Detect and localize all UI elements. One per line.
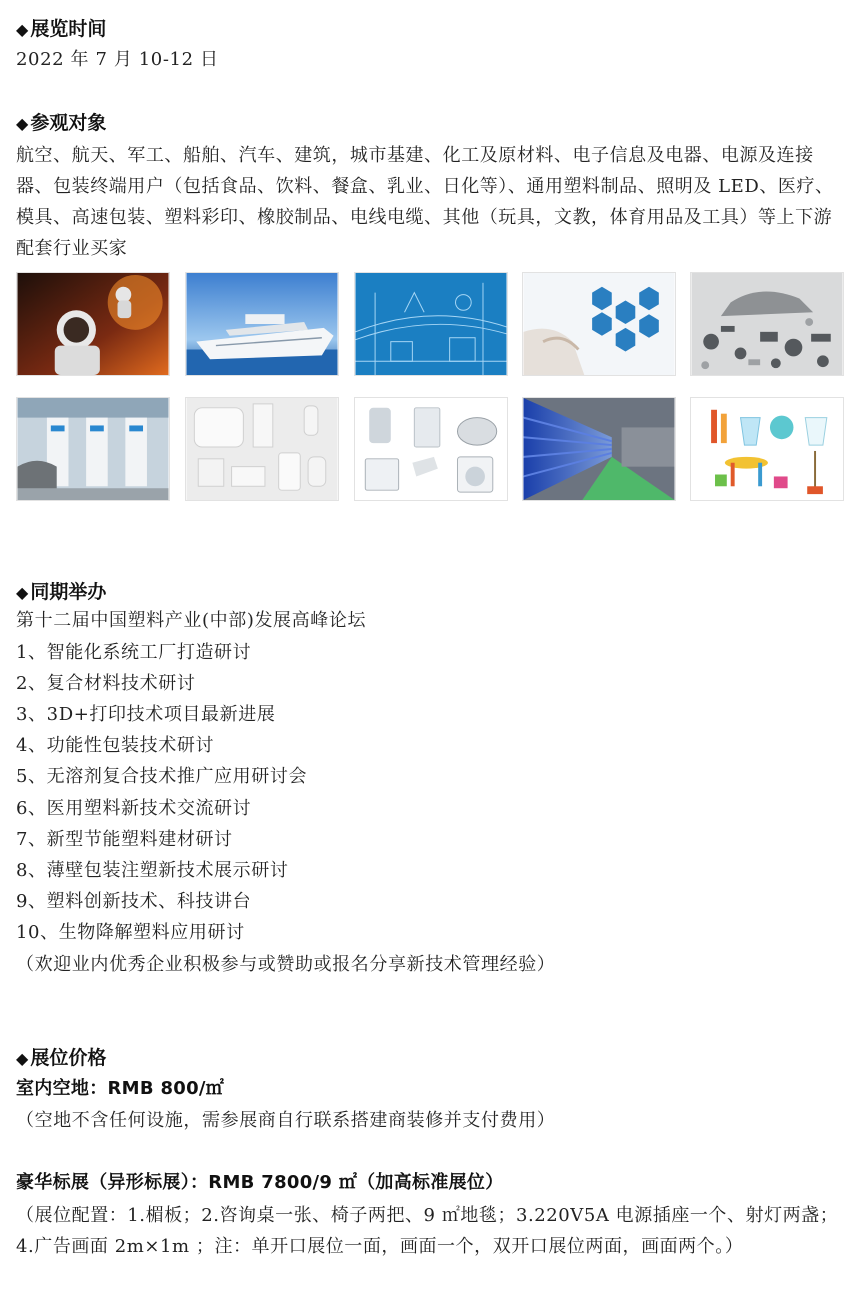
plastic-toys-image xyxy=(690,397,844,501)
packaging-image xyxy=(185,397,339,501)
exhibition-date: 2022 年 7 月 10-12 日 xyxy=(16,49,219,70)
section-heading-visitors xyxy=(16,110,106,137)
section-heading-concurrent xyxy=(16,579,106,606)
heading-text: 参观对象 xyxy=(30,112,107,134)
home-appliances-image xyxy=(354,397,508,501)
list-item: 10、生物降解塑料应用研讨 xyxy=(16,922,245,943)
diamond-icon: ◆ xyxy=(16,20,29,39)
indoor-space-price: 室内空地：RMB 800/㎡ xyxy=(16,1078,225,1099)
list-item: 8、薄壁包装注塑新技术展示研讨 xyxy=(16,860,289,881)
list-item: 2、复合材料技术研讨 xyxy=(16,673,196,694)
heading-text: 同期举办 xyxy=(30,581,107,603)
ev-charging-image xyxy=(16,397,170,501)
visitors-text: 航空、航天、军工、船舶、汽车、建筑，城市基建、化工及原材料、电子信息及电器、电源及连接器、包装终端用户（包括食品、饮料、餐盒、乳业、日化等）、通用塑料制品、照明及 LED、医疗、模具、高速包装、塑料彩印、橡胶制品、电线电缆、其他（玩具，文教，体育用品及工具）等上下游配套行业买家 xyxy=(16,145,834,259)
heading-text: 展览时间 xyxy=(30,18,107,40)
astronaut-image xyxy=(16,272,170,376)
list-item: 9、塑料创新技术、科技讲台 xyxy=(16,891,252,912)
cable-tunnel-image xyxy=(522,397,676,501)
list-item: 3、3D+打印技术项目最新进展 xyxy=(16,704,276,725)
diamond-icon: ◆ xyxy=(16,583,29,602)
list-item: 4、功能性包装技术研讨 xyxy=(16,735,215,756)
section-heading-price xyxy=(16,1045,106,1072)
concurrent-note: （欢迎业内优秀企业积极参与或赞助或报名分享新技术管理经验） xyxy=(16,954,556,975)
list-item: 1、智能化系统工厂打造研讨 xyxy=(16,642,252,663)
indoor-space-note: （空地不含任何设施，需参展商自行联系搭建商装修并支付费用） xyxy=(16,1110,556,1131)
list-item: 5、无溶剂复合技术推广应用研讨会 xyxy=(16,766,308,787)
luxury-booth-price: 豪华标展（异形标展）：RMB 7800/9 ㎡（加高标准展位） xyxy=(16,1172,504,1193)
luxury-booth-note: （展位配置：1.楣板；2.咨询桌一张、椅子两把、9 ㎡地毯；3.220V5A 电源插座一个、射灯两盏；4.广告画面 2m×1m ；注：单开口展位一面，画面一个，双开口展位两面，画面两个。） xyxy=(16,1205,839,1257)
cruise-ship-image xyxy=(185,272,339,376)
section-heading-time xyxy=(16,16,106,43)
diamond-icon: ◆ xyxy=(16,114,29,133)
list-item: 7、新型节能塑料建材研讨 xyxy=(16,829,233,850)
diamond-icon: ◆ xyxy=(16,1049,29,1068)
auto-parts-image xyxy=(690,272,844,376)
city-infrastructure-image xyxy=(354,272,508,376)
medical-tech-image xyxy=(522,272,676,376)
forum-title: 第十二届中国塑料产业(中部)发展高峰论坛 xyxy=(16,610,367,631)
heading-text: 展位价格 xyxy=(30,1047,107,1069)
list-item: 6、医用塑料新技术交流研讨 xyxy=(16,798,252,819)
